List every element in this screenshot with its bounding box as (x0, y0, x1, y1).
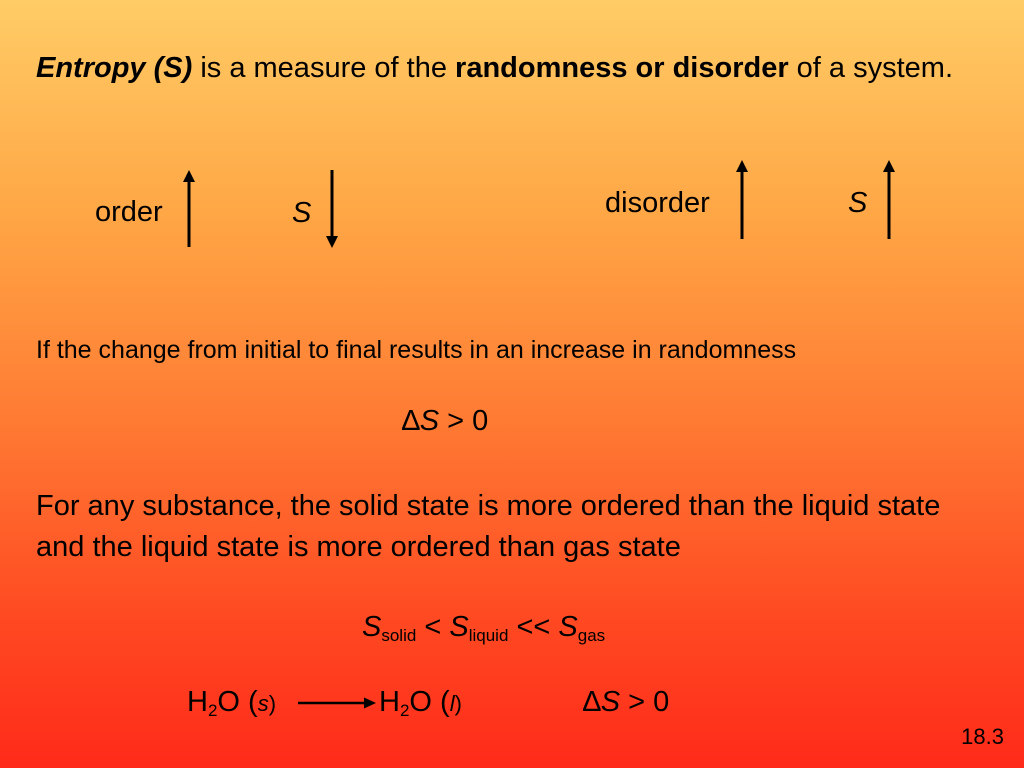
sub-liquid: liquid (468, 626, 509, 645)
disorder-up-arrow-icon (735, 160, 749, 240)
entropy-order-equation (362, 610, 605, 644)
reaction-delta-s-equation (583, 685, 669, 719)
sub-solid: solid (381, 626, 417, 645)
s-solid-symbol: S (362, 611, 382, 643)
slide-number: 18.3 (961, 724, 1004, 749)
reaction-relation: > 0 (620, 686, 670, 718)
states-paragraph: For any substance, the solid state is more ordered than the liquid state and the liquid state is more ordered than gas state (36, 490, 941, 563)
s-liquid-symbol: S (449, 611, 469, 643)
product-h: H (379, 686, 400, 718)
definition-text (36, 48, 996, 89)
s-gas-symbol: S (558, 611, 578, 643)
reaction-delta-symbol: ∆ (583, 686, 601, 718)
condition-sentence: If the change from initial to final results in an increase in randomness (36, 336, 797, 364)
delta-s-positive-equation (402, 404, 488, 438)
order-label: order (95, 196, 163, 228)
product-o: O ( (409, 686, 450, 718)
definition-part-1: is a measure of the (192, 52, 456, 84)
disorder-label: disorder (605, 187, 710, 219)
product-sub-2: 2 (399, 701, 410, 720)
reaction-arrow-icon (298, 697, 376, 709)
product-state: l (449, 691, 455, 716)
disorder-s-up-arrow-icon (882, 160, 896, 240)
order-s-label: S (292, 197, 312, 229)
rel-lt: < (416, 611, 450, 643)
order-up-arrow-icon (182, 170, 196, 248)
reactant-h2o-solid (187, 685, 276, 721)
reactant-state: s (257, 691, 269, 716)
definition-part-2: of a system. (788, 52, 954, 84)
reaction-s-symbol: S (600, 686, 621, 718)
reactant-o: O ( (217, 686, 258, 718)
relation: > 0 (439, 405, 489, 437)
product-h2o-liquid (379, 685, 462, 721)
s-symbol: S (419, 405, 440, 437)
reactant-h: H (187, 686, 208, 718)
disorder-s-label: S (848, 187, 868, 219)
reactant-close: ) (268, 691, 277, 716)
order-s-down-arrow-icon (325, 170, 339, 248)
delta-symbol: ∆ (402, 405, 420, 437)
term-entropy: Entropy (S) (36, 52, 193, 84)
product-close: ) (454, 691, 462, 716)
term-randomness: randomness or disorder (455, 52, 789, 84)
sub-gas: gas (577, 626, 606, 645)
rel-ll: << (508, 611, 559, 643)
reactant-sub-2: 2 (207, 701, 218, 720)
